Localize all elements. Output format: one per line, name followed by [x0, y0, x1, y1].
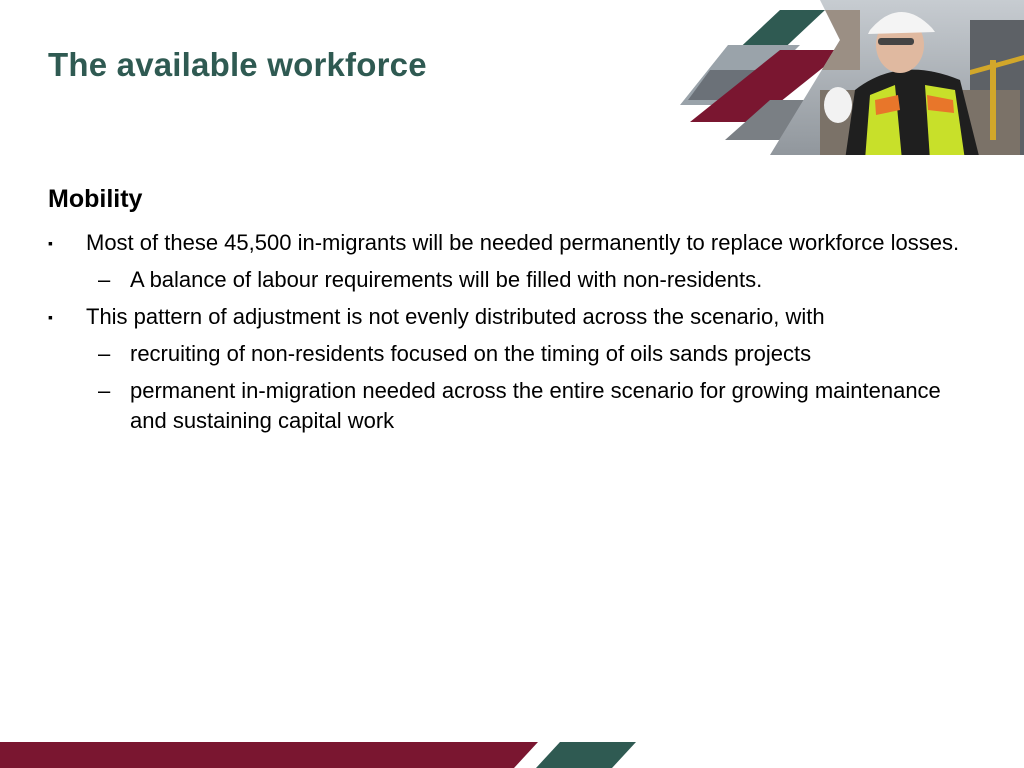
slide-title: The available workforce	[48, 46, 427, 83]
footer-maroon-bar	[0, 742, 538, 768]
bullet-item	[48, 228, 968, 258]
bullet-text: Most of these 45,500 in-migrants will be needed permanently to replace workforce losses.	[86, 230, 960, 255]
square-bullet-icon: ▪	[48, 235, 53, 251]
sub-bullet-item	[48, 339, 968, 369]
footer-band	[0, 742, 1024, 768]
sub-bullet-item	[48, 376, 968, 436]
sub-bullet-text: permanent in-migration needed across the entire scenario for growing maintenance and sustaining capital work	[130, 378, 941, 433]
header-photo-collage	[670, 0, 1024, 160]
dash-bullet-icon: –	[98, 267, 111, 292]
bullet-text: This pattern of adjustment is not evenly distributed across the scenario, with	[86, 304, 825, 329]
dash-bullet-icon: –	[98, 378, 111, 403]
sub-bullet-text: recruiting of non-residents focused on the timing of oils sands projects	[130, 341, 812, 366]
sub-bullet-item	[48, 265, 968, 295]
sub-bullet-text: A balance of labour requirements will be filled with non-residents.	[130, 267, 763, 292]
footer-green-bar	[536, 742, 636, 768]
square-bullet-icon: ▪	[48, 309, 53, 325]
dash-bullet-icon: –	[98, 341, 111, 366]
bullet-item	[48, 302, 968, 332]
section-heading: Mobility	[48, 185, 143, 213]
bullet-list	[48, 228, 968, 443]
